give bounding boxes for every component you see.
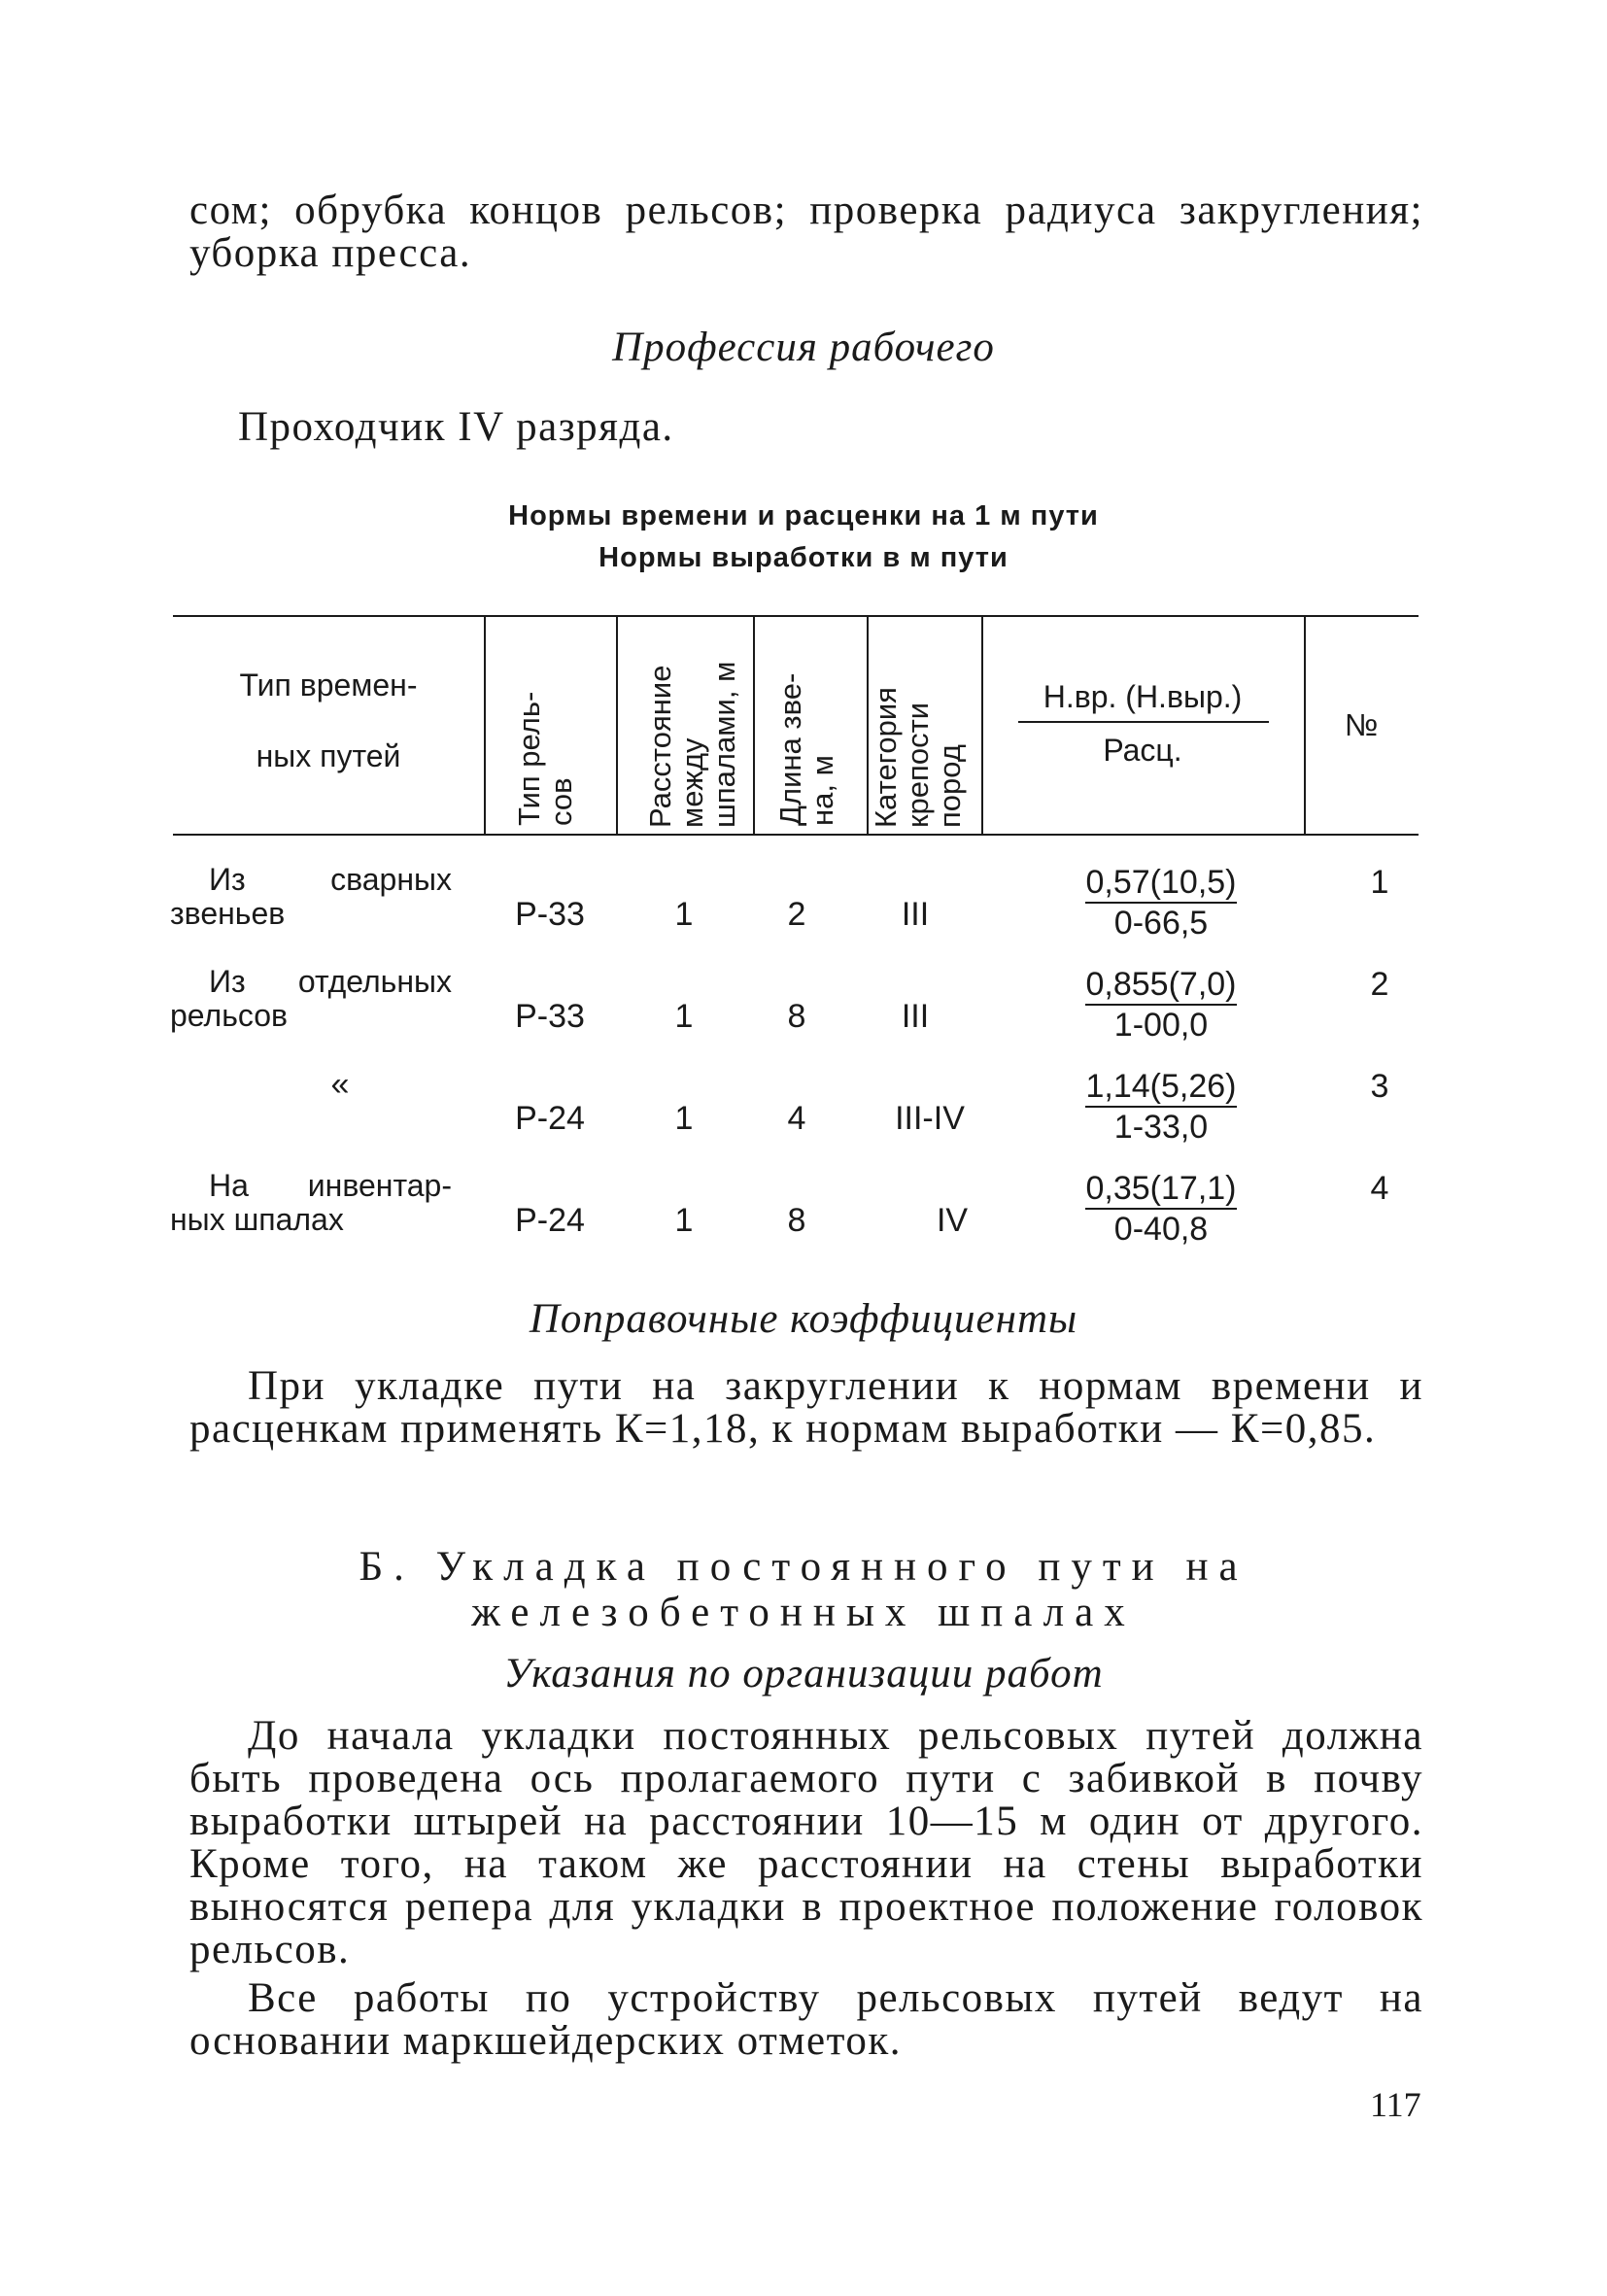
- organization-heading: Указания по организации работ: [503, 1651, 1104, 1696]
- col-divider: [981, 615, 983, 834]
- row-category: III: [901, 998, 930, 1035]
- correction-heading: Поправочные коэффициенты: [529, 1296, 1078, 1342]
- paragraph-2: Все работы по устройству рельсовых путей ведут на основании маркшейдерских отметок.: [189, 1975, 1423, 2064]
- correction-paragraph: При укладке пути на закруглении к нормам времени и расценкам применять К=1,18, к нормам выработки — К=0,85.: [189, 1363, 1423, 1452]
- table-title-line-2: Нормы выработки в м пути: [598, 542, 1009, 573]
- row-length: 8: [787, 1202, 806, 1239]
- intro-paragraph: сом; обрубка концов рельсов; проверка радиуса закругления; уборка пресса.: [189, 188, 1423, 276]
- header-norm: Н.вр. (Н.выр.): [1043, 679, 1243, 714]
- row-rail: Р-33: [515, 998, 585, 1035]
- section-b-title-line-2: железобетонных шпалах: [471, 1590, 1136, 1635]
- table-top-rule: [173, 615, 1419, 617]
- table-row: Из сварных звеньев: [170, 862, 452, 931]
- header-track-type-line-1: Тип времен-: [239, 668, 418, 703]
- col-divider: [484, 615, 486, 834]
- profession-text: Проходчик IV разряда.: [238, 404, 674, 450]
- col-divider: [753, 615, 755, 834]
- row-category: IV: [936, 1202, 969, 1239]
- row-number: 3: [1370, 1068, 1389, 1105]
- ditto-mark: «: [330, 1066, 350, 1103]
- row-length: 8: [787, 998, 806, 1035]
- row-rail: Р-24: [515, 1100, 585, 1137]
- table-header-rule: [173, 834, 1419, 836]
- row-number: 2: [1370, 966, 1389, 1003]
- header-fraction-rule: [1018, 721, 1269, 723]
- row-distance: 1: [674, 1202, 694, 1239]
- row-norm-rate: $\frac{0,855(7,0)}{1-00,0}$: [1085, 966, 1237, 1044]
- row-length: 4: [787, 1100, 806, 1137]
- row-category: III-IV: [895, 1100, 965, 1137]
- document-page: сом; обрубка концов рельсов; проверка радиуса закругления; уборка пресса. Профессия рабочего Проходчик IV разряда. Нормы времени и расценки на 1 м пути Нормы выработки в м пути Тип времен- ных путей Тип рель- сов Расстояние между шпалами, м Длина зве- на, м Категория крепости пород Н.вр. (Н.выр.) Расц. № Из сварных звеньев Р-33 1 2 III $\frac{0,57(10,5)}{0-66,5}$ 1 Из отдельных рельсов Р-33 1 8 III $\frac{0,855(7,0)}{1-00,0}$ 2 « Р-24 1 4 III-IV $\frac{1,14(5,26)}{1-33,0}$ 3 На инвентар- ных шпалах Р-24 1 8 IV $\frac{0,35(17,1)}{0-40,8}$ 4 Поправочные коэффициенты При укладке пути на закруглении к нормам времени и расценкам применять К=1,18, к нормам выработки — К=0,85. Б. Укладка постоянного пути на железобетонных шпалах Указания по организации работ До начала укладки постоянных рельсовых путей должна быть проведена ось пролагаемого пути с забивкой в почву выработки штырей на расстоянии 10—15 м один от другого. Кроме того, на таком же расстоянии на стены выработки выносятся репера для укладки в проектное положение головок рельсов. Все работы по устройству рельсовых путей ведут на основании маркшейдерских отметок. 117: [0, 0, 1607, 2296]
- row-number: 1: [1370, 864, 1389, 901]
- row-rail: Р-33: [515, 896, 585, 933]
- table-row: Из отдельных рельсов: [170, 964, 452, 1033]
- row-length: 2: [787, 896, 806, 933]
- row-distance: 1: [674, 998, 694, 1035]
- page-number: 117: [1370, 2085, 1421, 2124]
- row-category: III: [901, 896, 930, 933]
- profession-heading: Профессия рабочего: [612, 325, 995, 370]
- col-divider: [616, 615, 618, 834]
- row-norm-rate: $\frac{0,35(17,1)}{0-40,8}$: [1085, 1170, 1237, 1248]
- paragraph-1: До начала укладки постоянных рельсовых путей должна быть проведена ось пролагаемого пути с забивкой в почву выработки штырей на расстоянии 10—15 м один от другого. Кроме того, на таком же расстоянии на стены выработки выносятся репера для укладки в проектное положение головок рельсов.: [189, 1713, 1423, 1972]
- row-distance: 1: [674, 896, 694, 933]
- row-rail: Р-24: [515, 1202, 585, 1239]
- row-number: 4: [1370, 1170, 1389, 1207]
- table-title-line-1: Нормы времени и расценки на 1 м пути: [508, 500, 1099, 531]
- header-track-type-line-2: ных путей: [256, 738, 401, 773]
- row-distance: 1: [674, 1100, 694, 1137]
- header-number: №: [1344, 707, 1379, 742]
- row-norm-rate: $\frac{0,57(10,5)}{0-66,5}$: [1085, 864, 1237, 942]
- row-norm-rate: $\frac{1,14(5,26)}{1-33,0}$: [1085, 1068, 1237, 1146]
- table-row: На инвентар- ных шпалах: [170, 1168, 452, 1237]
- section-b-title-line-1: Б. Укладка постоянного пути на: [359, 1544, 1248, 1590]
- header-rate: Расц.: [1103, 733, 1182, 768]
